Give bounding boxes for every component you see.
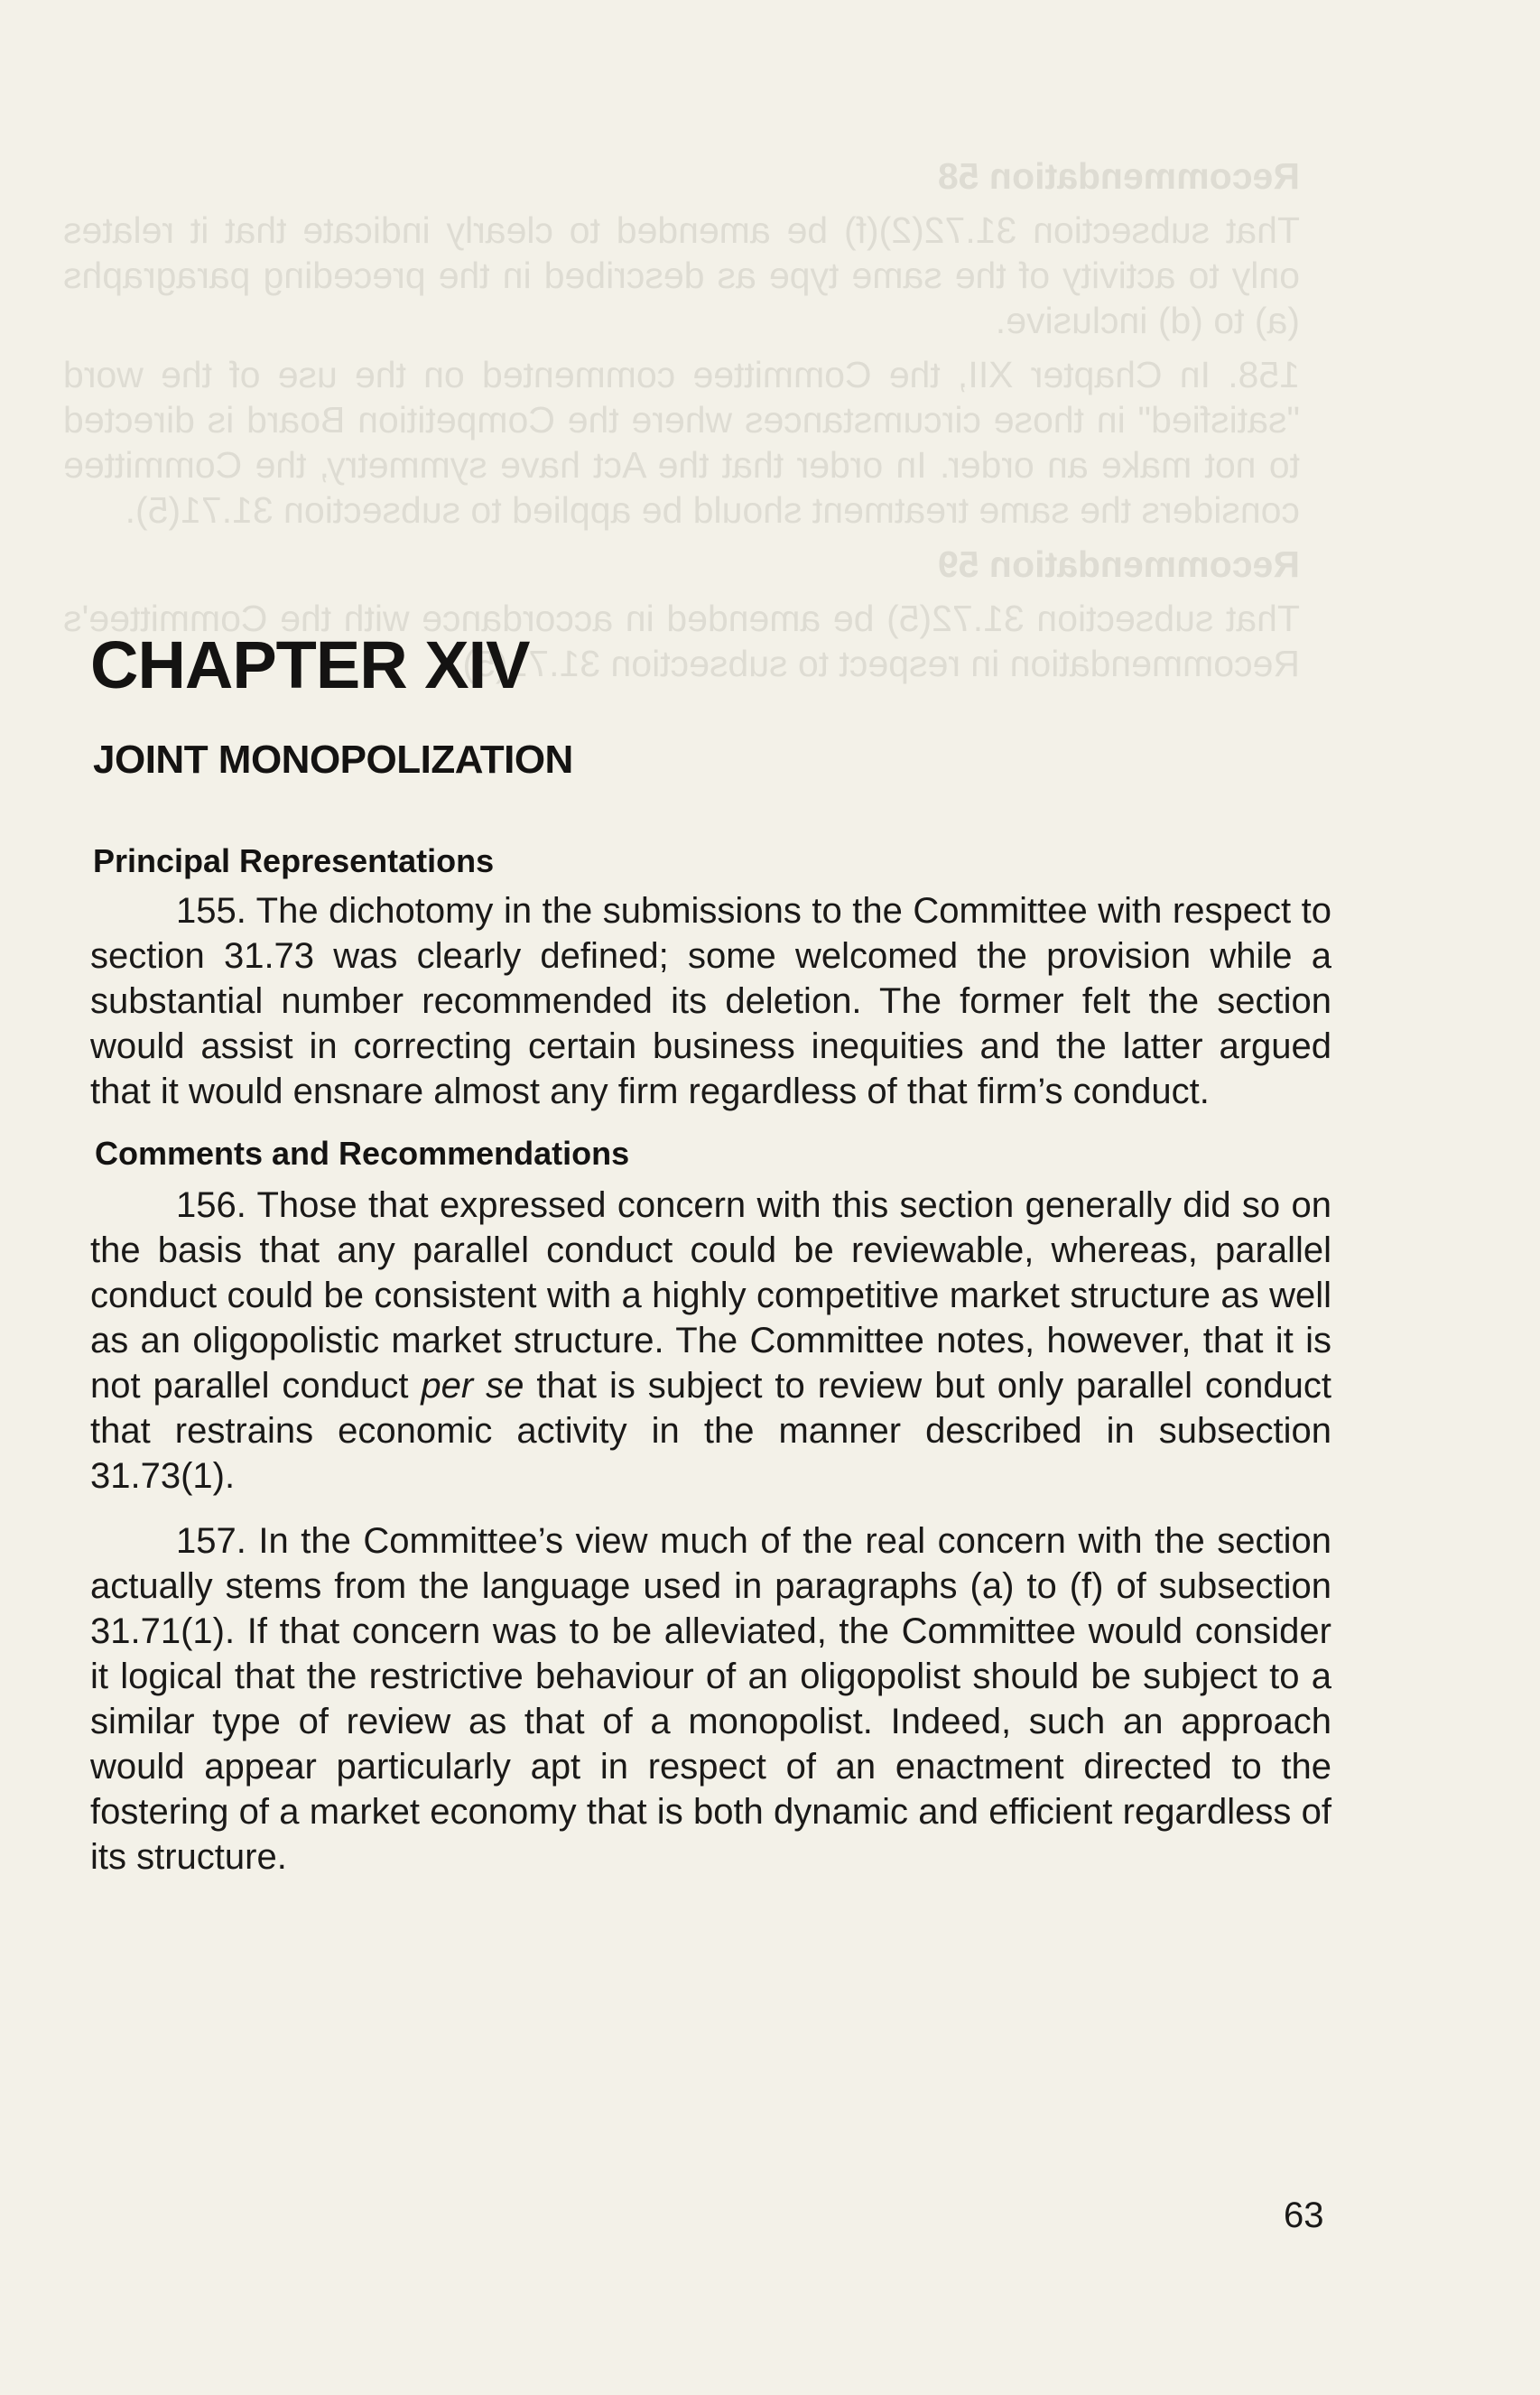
page-number: 63 <box>1284 2195 1324 2235</box>
paragraph-156-text: 156. Those that expressed concern with this section generally did so on the basis that any parallel conduct could be reviewable, whereas, parallel conduct could be consistent with a highly competitive market structure as well as an oligopolistic market structure. The Committee notes, however, that it is not parallel conduct <box>90 1185 1331 1406</box>
page-content <box>90 627 1331 1880</box>
paragraph-156 <box>90 1183 1331 1499</box>
chapter-subtitle: JOINT MONOPOLIZATION <box>93 738 573 782</box>
paragraph-157: 157. In the Committee’s view much of the real concern with the section actually stems from the language used in paragraphs (a) to (f) of subsection 31.71(1). If that concern was to be alleviated, the Committee would consider it logical that the restrictive behaviour of an oligopolist should be subject to a similar type of review as that of a monopolist. Indeed, such an approach would appear particularly apt in respect of an enactment directed to the fostering of a market economy that is both dynamic and efficient regardless of its structure. <box>90 1521 1331 1877</box>
show-through-paragraph: 158. In Chapter XII, the Committee commented on the use of the word "satisfied" in those circumstances where the Competition Board is directed to not make an order. In order that the Act have symmetry, the Committee considers the same treatment should be applied to subsection 31.71(5). <box>63 354 1300 531</box>
italic-term: per se <box>421 1366 524 1406</box>
show-through-heading: Recommendation 59 <box>938 543 1300 585</box>
show-through-text <box>63 153 1300 695</box>
paragraph-155: 155. The dichotomy in the submissions to the Committee with respect to section 31.73 was clearly defined; some welcomed the provision while a substantial number recommended its deletion. The former felt the section would assist in correcting certain business inequities and the latter argued that it would ensnare almost any firm regardless of that firm’s conduct. <box>90 891 1331 1111</box>
show-through-paragraph: That subsection 31.72(5) be amended in accordance with the Committee's Recommendation in respect to subsection 31.71(5). <box>63 598 1300 684</box>
chapter-title: CHAPTER XIV <box>90 627 530 702</box>
section-heading: Principal Representations <box>93 842 495 879</box>
show-through-paragraph: That subsection 31.72(2)(f) be amended to clearly indicate that it relates only to activity of the same type as described in the preceding paragraphs (a) to (d) inclusive. <box>63 209 1300 341</box>
section-heading: Comments and Recommendations <box>95 1135 630 1172</box>
paragraph-156-text: that is subject to review but only parallel conduct that restrains economic activity in the manner described in subsection 31.73(1). <box>90 1366 1331 1496</box>
show-through-heading: Recommendation 58 <box>938 155 1300 197</box>
